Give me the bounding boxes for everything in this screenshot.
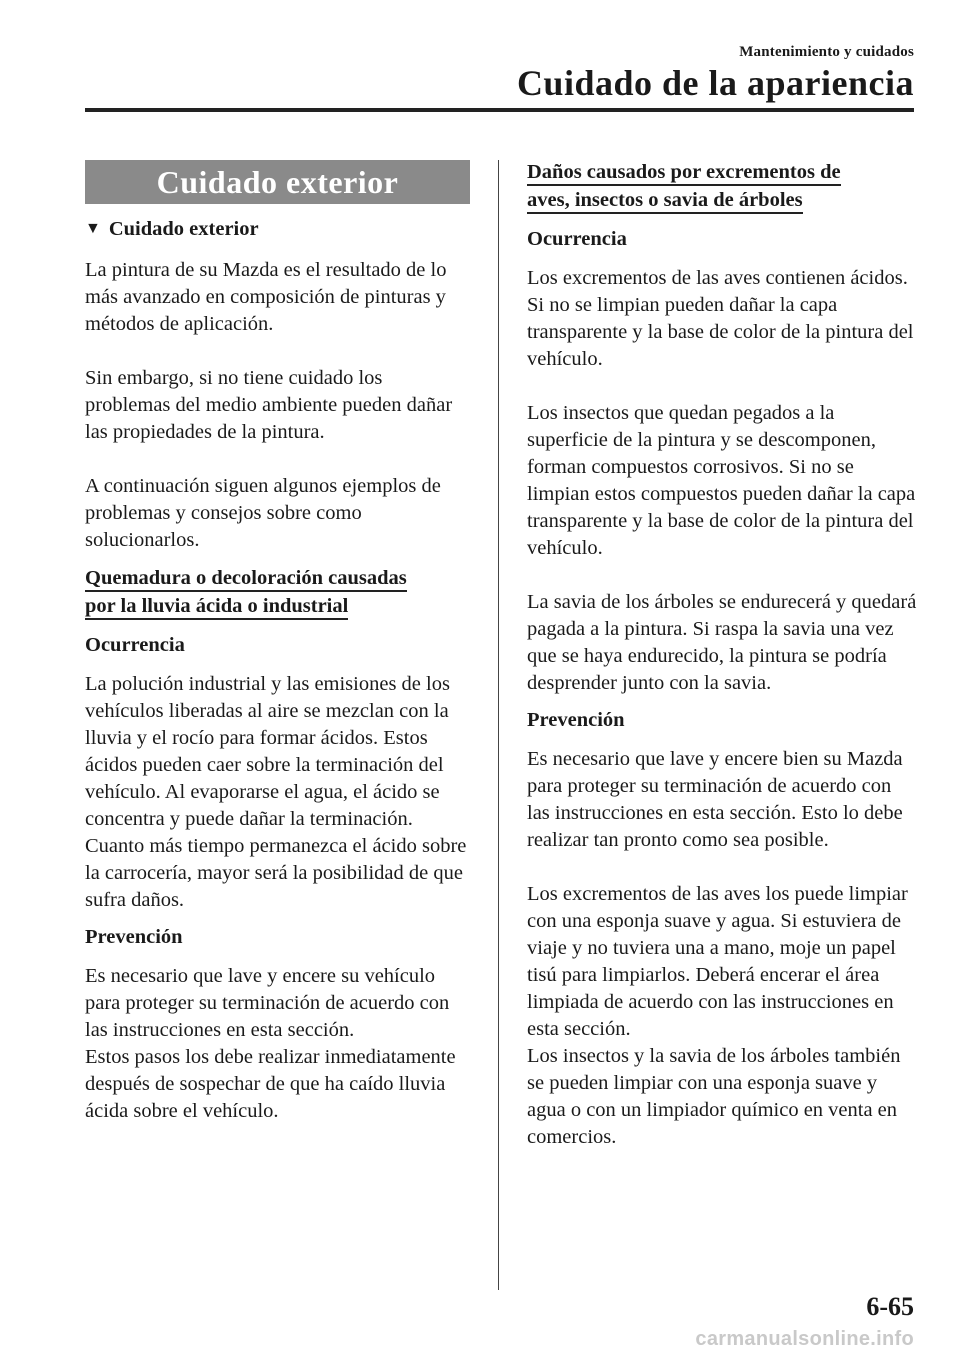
topic-heading-line: aves, insectos o savia de árboles (527, 189, 803, 214)
section-title: Cuidado de la apariencia (516, 63, 914, 103)
intro-paragraph-1: La pintura de su Mazda es el resultado de lo más avanzado en composición de pinturas y métodos de aplicación. (85, 259, 447, 335)
occurrence-text: La polución industrial y las emisiones de los vehículos liberadas al aire se mezclan con la lluvia y el rocío para formar ácidos. Estos ácidos pueden caer sobre la terminación del vehículo. Al evaporarse el agua, el ácido se concentra y puede dañar la terminación. (85, 673, 450, 830)
occurrence-label: Ocurrencia (527, 228, 627, 250)
prevention-label: Prevención (85, 926, 183, 948)
prevention-text: Estos pasos los debe realizar inmediatamente después de sospechar de que ha caído lluvia ácida sobre el vehículo. (85, 1046, 456, 1122)
header-divider (85, 108, 914, 112)
subheading (85, 216, 470, 243)
page-number: 6-65 (866, 1292, 914, 1321)
topic-heading-line: Daños causados por excrementos de (527, 161, 841, 186)
watermark: carmanualsonline.info (695, 1328, 914, 1350)
intro-paragraph-3: A continuación siguen algunos ejemplos de problemas y consejos sobre como solucionarlos. (85, 475, 441, 551)
topic-heading-bird-droppings (527, 158, 917, 214)
chapter-title: Mantenimiento y cuidados (739, 44, 914, 60)
right-column (527, 158, 917, 1178)
topic-heading-line: por la lluvia ácida o industrial (85, 595, 348, 620)
column-divider (498, 160, 499, 1290)
left-column (85, 160, 470, 1152)
topic-heading-acid-rain (85, 564, 470, 620)
occurrence-text: Los excrementos de las aves contienen ácidos. Si no se limpian pueden dañar la capa transparente y la base de color de la pintura del vehículo. (527, 267, 914, 370)
occurrence-text: La savia de los árboles se endurecerá y quedará pagada a la pintura. Si raspa la savia una vez que se haya endurecido, la pintura se podría desprender junto con la savia. (527, 591, 917, 694)
subheading-text: Cuidado exterior (108, 218, 259, 240)
prevention-text: Los excrementos de las aves los puede limpiar con una esponja suave y agua. Si estuviera de viaje y no tuviera una a mano, moje un papel tisú para limpiarlos. Deberá encerar el área limpiada de acuerdo con las instrucciones en esta sección. (527, 883, 908, 1040)
prevention-text: Los insectos y la savia de los árboles también se pueden limpiar con una esponja suave y agua o con un limpiador químico en venta en comercios. (527, 1045, 901, 1148)
prevention-text: Es necesario que lave y encere bien su Mazda para proteger su terminación de acuerdo con las instrucciones en esta sección. Esto lo debe realizar tan pronto como sea posible. (527, 748, 903, 851)
triangle-marker-icon: ▼ (85, 220, 101, 237)
occurrence-label: Ocurrencia (85, 634, 185, 656)
intro-paragraph-2: Sin embargo, si no tiene cuidado los problemas del medio ambiente pueden dañar las propiedades de la pintura. (85, 367, 453, 443)
prevention-text: Es necesario que lave y encere su vehículo para proteger su terminación de acuerdo con las instrucciones en esta sección. (85, 965, 450, 1041)
topic-heading-line: Quemadura o decoloración causadas (85, 567, 407, 592)
prevention-label: Prevención (527, 709, 625, 731)
occurrence-text: Los insectos que quedan pegados a la superficie de la pintura y se descomponen, forman compuestos corrosivos. Si no se limpian estos compuestos pueden dañar la capa transparente y la base de color de la pintura del vehículo. (527, 402, 916, 559)
occurrence-text: Cuanto más tiempo permanezca el ácido sobre la carrocería, mayor será la posibilidad de que sufra daños. (85, 835, 467, 911)
section-banner: Cuidado exterior (85, 160, 470, 204)
